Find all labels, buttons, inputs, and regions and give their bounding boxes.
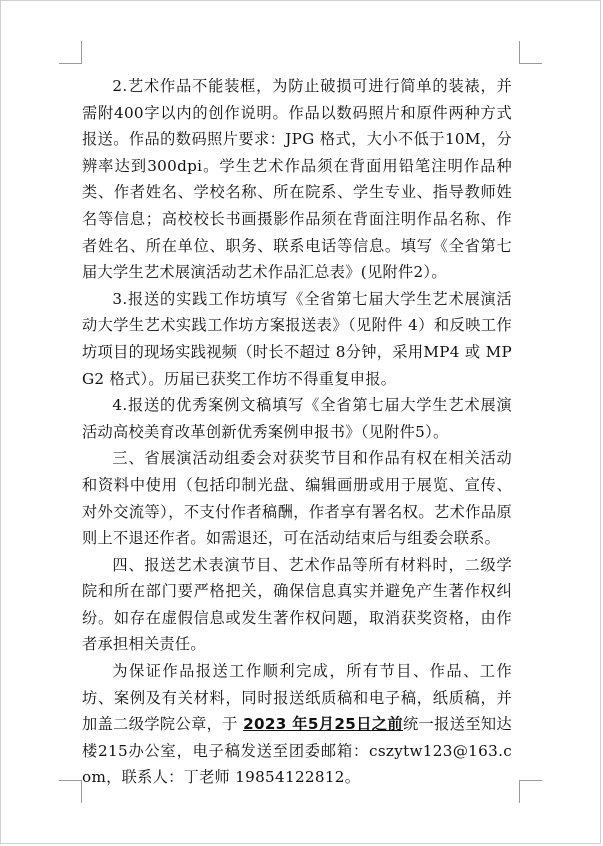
document-body [82, 73, 512, 791]
paragraph-workshop-submission: 3.报送的实践工作坊填写《全省第七届大学生艺术展演活动大学生艺术实践工作坊方案报送表》（见附件 4）和反映工作坊项目的现场实践视频（时长不超过 8分钟，采用MP4 或 MPG2 格式）。历届已获奖工作坊不得重复申报。 [82, 289, 512, 388]
deadline-date: 2023 年5月25日之前 [243, 715, 403, 734]
paragraph-submission-deadline [82, 658, 512, 791]
deadline-contact-text: 统一报送至知达楼215办公室，电子稿发送至团委邮箱：cszytw123@163.com，联系人：丁老师 19854122812。 [82, 715, 512, 787]
crop-mark-top-right [519, 41, 542, 64]
paragraph-artwork-requirements: 2.艺术作品不能装框，为防止破损可进行简单的装裱，并需附400字以内的创作说明。作品以数码照片和原件两种方式报送。作品的数码照片要求：JPG 格式，大小不低于10M，分辨率达到300dpi。学生艺术作品须在背面用铅笔注明作品种类、作者姓名、学校名称、所在院系、学生专业、指导教师姓名等信息；高校校长书画摄影作品须在背面注明作品名称、作者姓名、所在单位、职务、联系电话等信息。填写《全省第七届大学生艺术展演活动艺术作品汇总表》(见附件2）。 [82, 77, 512, 282]
crop-mark-bottom-right [519, 780, 542, 803]
crop-mark-bottom-left [59, 780, 82, 803]
paragraph-usage-rights: 三、省展演活动组委会对获奖节目和作品有权在相关活动和资料中使用（包括印制光盘、编辑画册或用于展览、宣传、对外交流等），不支付作者稿酬，作者享有署名权。艺术作品原则上不退还作者。如需退还，可在活动结束后与组委会联系。 [82, 449, 512, 548]
paragraph-case-submission: 4.报送的优秀案例文稿填写《全省第七届大学生艺术展演活动高校美育改革创新优秀案例申报书》（见附件5）。 [82, 396, 512, 441]
deadline-intro-text: 为保证作品报送工作顺利完成，所有节目、作品、工作坊、案例及有关材料，同时报送纸质稿和电子稿，纸质稿，并加盖二级学院公章，于 [82, 662, 512, 734]
paragraph-review-responsibility: 四、报送艺术表演节目、艺术作品等所有材料时，二级学院和所在部门要严格把关，确保信息真实并避免产生著作权纠纷。如存在虚假信息或发生著作权问题，取消获奖资格，由作者承担相关责任。 [82, 555, 512, 654]
crop-mark-top-left [59, 41, 82, 64]
